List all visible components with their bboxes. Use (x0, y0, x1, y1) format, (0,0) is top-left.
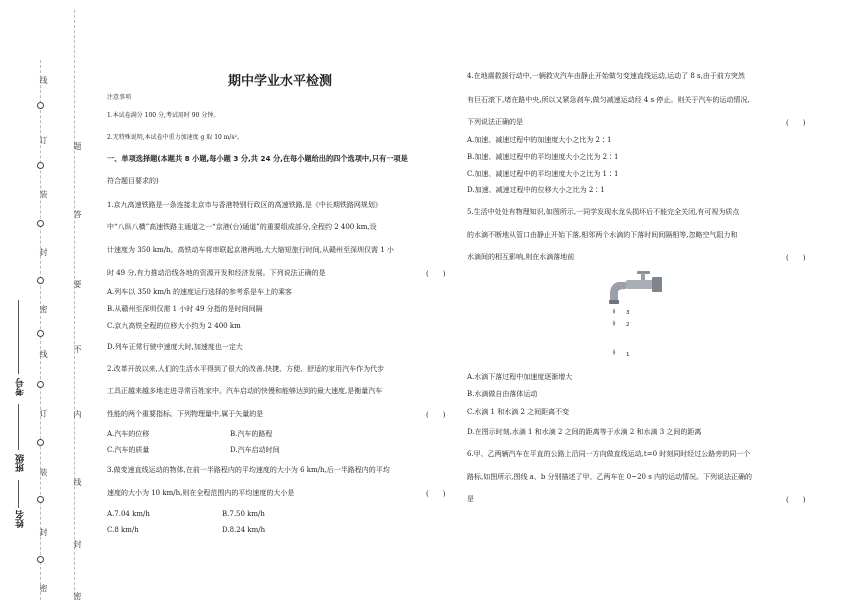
binding-hole-icon (37, 439, 44, 446)
binding-mark: 订 (39, 136, 48, 144)
binding-hole-icon (37, 162, 44, 169)
binding-inner-mark: 线 (73, 478, 82, 486)
q2-line-2: 工具正越来越多地走进寻常百姓家中。汽车启动的快慢和能够达到的最大速度,是衡量汽车 (107, 387, 383, 395)
q5-option-d: D.在图示时刻,水滴 1 和水滴 2 之间的距离等于水滴 2 和水滴 3 之间的距离 (467, 428, 702, 436)
binding-mark: 密 (39, 584, 48, 592)
q1-line-3: 计速度为 350 km/h。高铁动车将串联起京港两地,大大缩短旅行时间,从赣州至深圳仅需 1 小 (107, 246, 394, 254)
exam-number-label: 考号 (16, 378, 26, 396)
exam-number-line[interactable] (18, 300, 19, 374)
q5-line-3: 水滴间的相互影响,则在水滴落地前 (467, 253, 575, 261)
q3-option-b: B.7.50 km/h (222, 510, 265, 518)
q4-line-1: 4.在地震救援行动中,一辆救灾汽车由静止开始做匀变速直线运动,运动了 8 s,由于前方突然 (467, 72, 745, 80)
binding-hole-icon (37, 381, 44, 388)
binding-inner-mark: 题 (73, 142, 82, 150)
binding-mark: 线 (39, 76, 48, 84)
q1-line-1: 1.京九高速铁路是一条连接北京市与香港特别行政区的高速铁路,是《中长期铁路网规划》 (107, 201, 382, 209)
binding-dashed-line-inner (74, 10, 75, 600)
water-drop-3 (613, 308, 616, 314)
q5-answer-paren[interactable]: ( ) (786, 254, 806, 262)
name-label: 姓名 (16, 510, 26, 528)
binding-inner-mark: 要 (73, 280, 82, 288)
q3-line-1: 3.做变速直线运动的物体,在前一半路程内的平均速度的大小为 6 km/h,后一半路程内的平均 (107, 466, 390, 474)
drop-label-1: 1 (626, 352, 630, 358)
q6-line-3: 是 (467, 495, 474, 503)
note-1: 1.本试卷满分 100 分,考试用时 90 分钟。 (107, 112, 220, 119)
class-line[interactable] (18, 404, 19, 450)
water-drop-2 (613, 320, 616, 326)
class-label: 班级 (16, 454, 26, 472)
notes-heading: 注意事项 (107, 94, 132, 101)
q2-answer-paren[interactable]: ( ) (426, 411, 446, 419)
q5-option-a: A.水滴下落过程中加速度逐渐增大 (467, 373, 573, 381)
q1-option-b: B.从赣州至深圳仅需 1 小时 49 分指的是时间间隔 (107, 305, 263, 313)
q1-answer-paren[interactable]: ( ) (426, 270, 446, 278)
binding-hole-icon (37, 496, 44, 503)
q4-option-d: D.加速、减速过程中的位移大小之比为 2∶1 (467, 186, 605, 194)
q4-option-c: C.加速、减速过程中的平均速度大小之比为 1∶1 (467, 170, 619, 178)
q2-option-a: A.汽车的位移 (107, 430, 150, 438)
binding-hole-icon (37, 556, 44, 563)
q1-line-2: 中“八纵八横”高速铁路主通道之一“京港(台)通道”的重要组成部分,全程约 2 400 km,设 (107, 223, 377, 231)
faucet-icon (609, 271, 662, 304)
q1-option-d: D.列车正常行驶中速度大时,加速度也一定大 (107, 343, 243, 351)
binding-mark: 装 (39, 468, 48, 476)
q5-line-2: 的水滴不断地从管口由静止开始下落,相邻两个水滴的下落时间间隔相等,忽略空气阻力和 (467, 231, 738, 239)
q1-option-c: C.京九高铁全程的位移大小约为 2 400 km (107, 322, 241, 330)
q3-option-d: D.8.24 km/h (222, 526, 266, 534)
q2-line-1: 2.改革开放以来,人们的生活水平得到了很大的改善,快捷、方便、舒适的家用汽车作为代步 (107, 365, 385, 373)
drop-label-3: 3 (626, 310, 630, 316)
binding-mark: 密 (39, 305, 48, 313)
binding-hole-icon (37, 220, 44, 227)
q2-line-3: 性能的两个重要指标。下列物理量中,属于矢量的是 (107, 410, 264, 418)
q3-option-c: C.8 km/h (107, 526, 139, 534)
drop-label-2: 2 (626, 322, 630, 328)
binding-mark: 封 (39, 528, 48, 536)
binding-inner-mark: 封 (73, 540, 82, 548)
q4-answer-paren[interactable]: ( ) (786, 119, 806, 127)
water-drop-1 (613, 349, 616, 355)
page-title: 期中学业水平检测 (228, 74, 333, 89)
binding-hole-icon (37, 102, 44, 109)
binding-hole-icon (37, 330, 44, 337)
q6-line-2: 路标,如图所示,图线 a、b 分别描述了甲、乙两车在 0~20 s 内的运动情况。下列说法正确的 (467, 473, 753, 481)
binding-mark: 线 (39, 350, 48, 358)
q3-answer-paren[interactable]: ( ) (426, 490, 446, 498)
q4-line-2: 有巨石滚下,堵在路中央,所以又紧急刹车,做匀减速运动经 4 s 停止。则关于汽车的运动情况, (467, 96, 750, 104)
faucet-figure (596, 268, 666, 368)
q5-line-1: 5.生活中处处有物理知识,如图所示,一同学发现水龙头损坏后不能完全关闭,有可视为质点 (467, 208, 740, 216)
binding-mark: 订 (39, 409, 48, 417)
q5-option-b: B.水滴做自由落体运动 (467, 390, 538, 398)
q6-line-1: 6.甲、乙两辆汽车在平直的公路上沿同一方向做直线运动,t=0 时刻同时经过公路旁的同一个 (467, 450, 751, 458)
q4-line-3: 下列说法正确的是 (467, 118, 523, 126)
q2-option-b: B.汽车的路程 (230, 430, 273, 438)
binding-inner-mark: 答 (73, 210, 82, 218)
binding-inner-mark: 密 (73, 592, 82, 600)
binding-mark: 装 (39, 190, 48, 198)
name-line[interactable] (18, 480, 19, 508)
q6-answer-paren[interactable]: ( ) (786, 496, 806, 504)
q3-line-2: 速度的大小为 10 km/h,则在全程范围内的平均速度的大小是 (107, 489, 295, 497)
q5-option-c: C.水滴 1 和水滴 2 之间距离不变 (467, 408, 570, 416)
binding-inner-mark: 不 (73, 345, 82, 353)
note-2: 2.无特殊说明,本试卷中重力加速度 g 取 10 m/s²。 (107, 134, 243, 141)
binding-mark: 封 (39, 248, 48, 256)
section-heading-cont: 符合题目要求的) (107, 177, 159, 185)
binding-hole-icon (37, 277, 44, 284)
q1-line-4: 时 49 分,有力推动沿线各地的资源开发和经济发展。下列说法正确的是 (107, 269, 326, 277)
q4-option-b: B.加速、减速过程中的平均速度大小之比为 2∶1 (467, 153, 619, 161)
q2-option-d: D.汽车启动时间 (230, 446, 280, 454)
q3-option-a: A.7.04 km/h (107, 510, 150, 518)
q2-option-c: C.汽车的质量 (107, 446, 150, 454)
section-heading: 一、单项选择题(本题共 8 小题,每小题 3 分,共 24 分,在每小题给出的四个选项中,只有一项是 (107, 154, 408, 163)
q4-option-a: A.加速、减速过程中的加速度大小之比为 2∶1 (467, 136, 612, 144)
binding-inner-mark: 内 (73, 410, 82, 418)
q1-option-a: A.列车以 350 km/h 的速度运行选择的参考系是车上的乘客 (107, 288, 293, 296)
